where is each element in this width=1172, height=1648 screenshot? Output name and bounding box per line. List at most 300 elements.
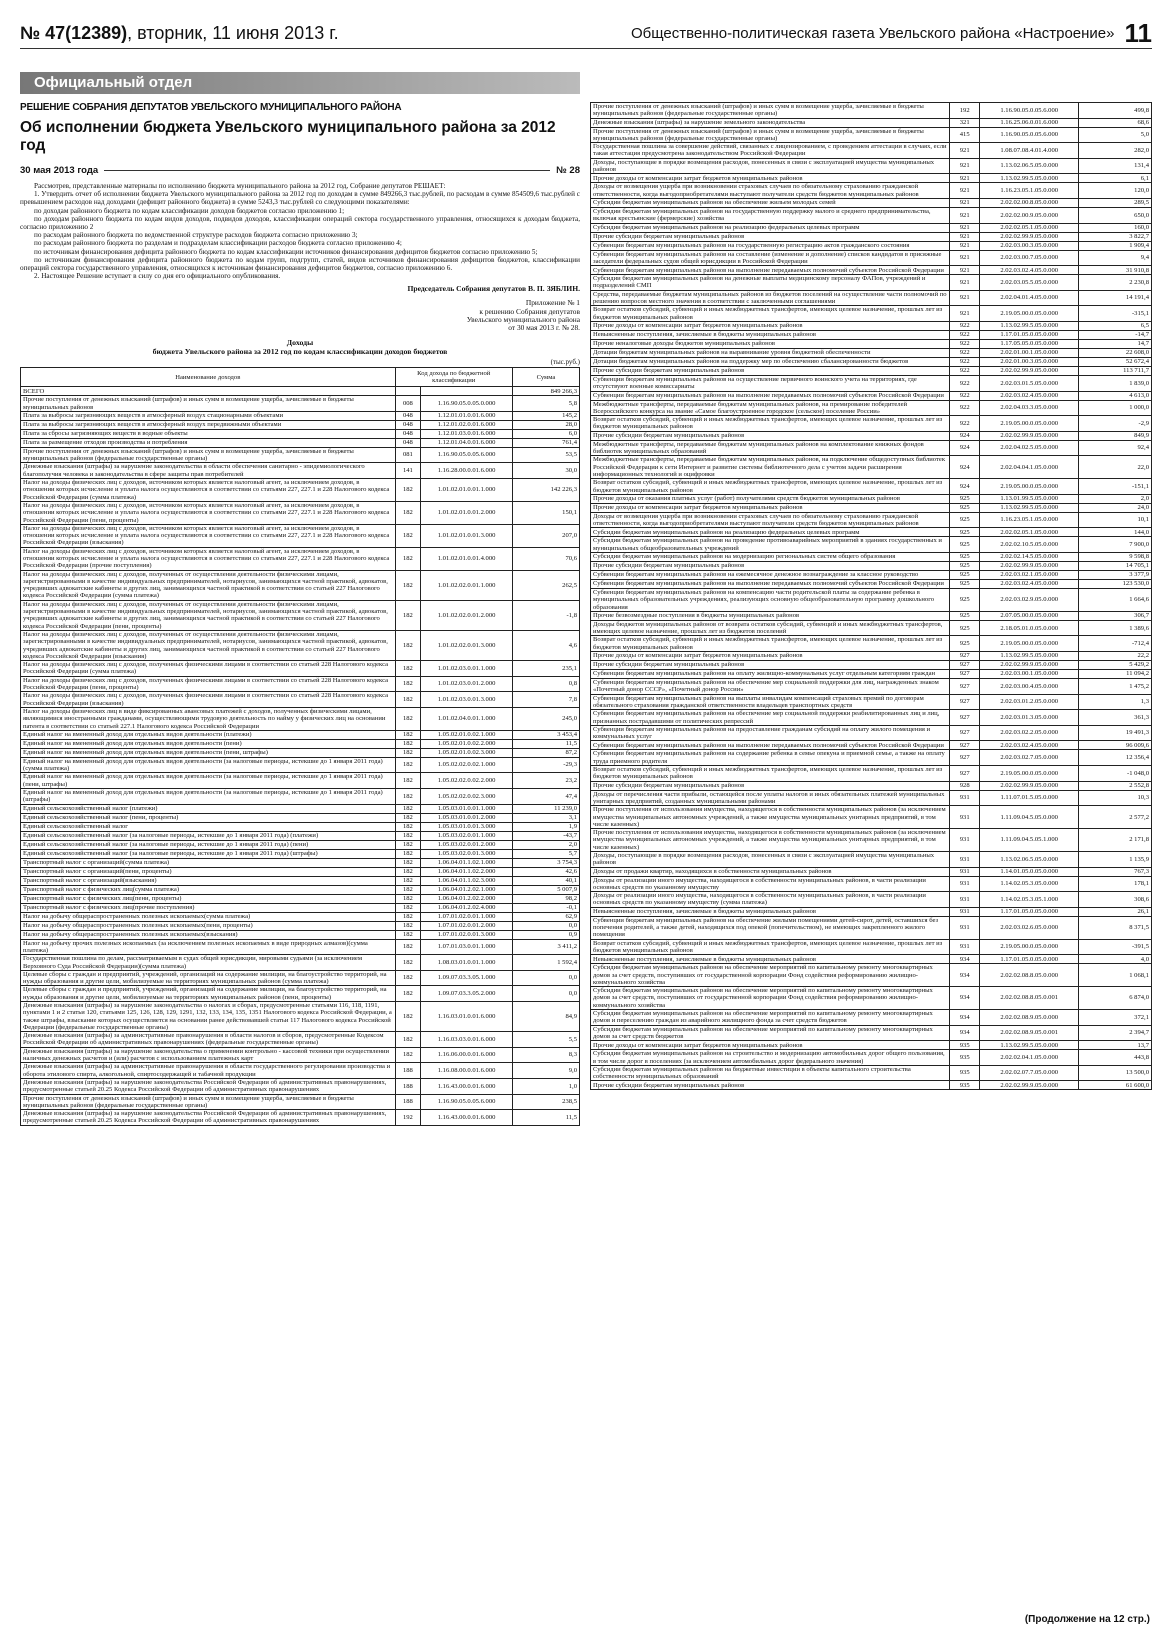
income-name: Прочие поступления от денежных взысканий (штрафов) и иных сумм в возмещение ущерба, зачисляемые в бюджеты муниципальных районов (федеральные государственные органы) [591,103,950,119]
table-row [21,757,580,773]
admin-code: 931 [950,916,980,939]
class-code: 1.16.90.05.0.05.6.000 [980,127,1079,143]
amount: 8,3 [512,1047,579,1063]
income-name: Денежные взыскания (штрафы) за административные правонарушения в области налогов и сборов, предусмотренные Кодексом Российской Федерации об административных правонарушениях (федеральные государственные органы) [21,1032,396,1048]
table-row [591,694,1152,710]
amount: 11,5 [512,739,579,748]
admin-code: 008 [395,396,421,412]
admin-code: 921 [950,266,980,275]
admin-code: 922 [950,375,980,391]
paragraph: Рассмотрев, представленные материалы по исполнению бюджета муниципального района за 2012 год, Собрание депутатов РЕШАЕТ: [34,182,446,190]
admin-code: 931 [950,867,980,876]
income-name: Субсидии бюджетам муниципальных районов на строительство и модернизацию автомобильных дорог общего пользования, в том числе дорог в поселениях (за исключением автомобильных дорог федерального значения) [591,1050,950,1066]
table-row [591,710,1152,726]
income-name: Субсидии бюджетам муниципальных районов на обеспечение мероприятий по капитальному ремонту многоквартирных домов за счет средств, поступивших от государственной корпорации Фонд содействия реформированию жилищно-коммунального хозяйства [591,964,950,987]
amount: 10,3 [1079,790,1152,806]
amount: 0,0 [512,970,579,986]
appendix-line: Увельского муниципального района [466,314,580,324]
admin-code: 182 [395,1001,421,1031]
admin-code: 931 [950,790,980,806]
admin-code: 921 [950,232,980,241]
admin-code: 922 [950,321,980,330]
table-row [591,552,1152,561]
class-code: 2.02.02.99.9.05.0.000 [980,661,1079,670]
amount: 3,1 [512,813,579,822]
table-row [591,561,1152,570]
income-name: Налог на доходы физических лиц с доходов, источником которых является налоговый агент, за исключением доходов, в отношении которых исчисление и уплата налога осуществляются в соответствии со статьями 227, 227.1 и 228 Налогового кодекса Российской Федерации (пени, проценты) [21,501,396,524]
admin-code: 182 [395,876,421,885]
class-code: 1.16.25.06.0.01.6.000 [980,118,1079,127]
class-code: 2.02.03.02.6.05.0.000 [980,916,1079,939]
income-name: Денежные взыскания (штрафы) за нарушение законодательства Российской Федерации об административных правонарушениях, предусмотренные статьей 20.25 Кодекса Российской Федерации об административных правонарушениях [21,1110,396,1126]
income-name: Прочие безвозмездные поступления в бюджеты муниципальных районов [591,611,950,620]
table-row [21,570,580,600]
table-row [591,806,1152,829]
income-name: Возврат остатков субсидий, субвенций и иных межбюджетных трансфертов, имеющих целевое назначение, прошлых лет из бюджетов муниципальных районов [591,306,950,322]
admin-code: 928 [950,781,980,790]
class-code: 1.09.07.03.3.05.1.000 [421,970,513,986]
table-row [21,813,580,822]
table-row [591,939,1152,955]
admin-code: 182 [395,692,421,708]
income-name: Доходы от реализации иного имущества, находящегося в собственности муниципальных районов, в части реализации основных средств по указанному имуществу [591,876,950,892]
income-name: Денежные взыскания (штрафы) за нарушение земельного законодательства [591,118,950,127]
table-row [21,676,580,692]
class-code: 1.14.02.05.3.05.1.000 [980,892,1079,908]
class-code: 1.01.02.02.0.01.3.000 [421,630,513,660]
article-body [20,182,580,280]
income-name: Прочие доходы от компенсации затрат бюджетов муниципальных районов [591,174,950,183]
table-row [591,725,1152,741]
class-code: 1.05.03.01.0.01.3.000 [421,822,513,831]
income-name: Дотации бюджетам муниципальных районов на выравнивание уровня бюджетной обеспеченности [591,348,950,357]
amount: 1 664,6 [1079,588,1152,611]
admin-code: 931 [950,829,980,852]
income-name: Прочие субсидии бюджетам муниципальных районов [591,1081,950,1090]
amount: 113 711,7 [1079,366,1152,375]
table-row [591,416,1152,432]
class-code: 1.05.02.01.0.02.2.000 [421,739,513,748]
income-name: Денежные взыскания (штрафы) за нарушение законодательства о налогах и сборах, предусмотренные статьями 116, 118, 1191, пунктами 1 и 2 статьи 120, статьями 125, 126, 128, 129, 1291, 132, 133, 134, 135, 1351 Налогового кодекса Российской Федерации, а также штрафы, взыскание которых осуществляется на основании ранее действовавшей статьи 117 Налогового кодекса Российской Федерации (федеральные государственные органы) [21,1001,396,1031]
admin-code: 182 [395,885,421,894]
total-value: 849 266,3 [512,387,579,396]
amount: 144,0 [1079,528,1152,537]
page-header [20,18,1152,49]
income-name: Плата за выбросы загрязняющих веществ в атмосферный воздух передвижными объектами [21,420,396,429]
admin-code: 931 [950,876,980,892]
amount: 2 577,2 [1079,806,1152,829]
col-code: Код дохода по бюджетной классификации [395,368,512,387]
admin-code: 935 [950,1050,980,1066]
table-row [591,512,1152,528]
admin-code: 927 [950,679,980,695]
table-title-line: Доходы [286,338,314,348]
table-row [591,158,1152,174]
amount: 5,7 [512,849,579,858]
table-row [591,503,1152,512]
table-row [21,1110,580,1126]
income-name: Транспортный налог с организаций(взыскания) [21,876,396,885]
table-row [591,127,1152,143]
table-row [591,790,1152,806]
admin-code: 921 [950,183,980,199]
table-row [21,894,580,903]
amount: 24,0 [1079,503,1152,512]
table-row [21,804,580,813]
income-name: Прочие доходы от компенсации затрат бюджетов муниципальных районов [591,503,950,512]
appendix-line: к решению Собрания депутатов [479,306,580,316]
table-row [21,692,580,708]
income-name: Налог на доходы физических лиц с доходов, полученных физическими лицами в соответствии со статьей 228 Налогового кодекса Российской Федерации (взыскания) [21,692,396,708]
income-name: Невыясненные поступления, зачисляемые в бюджеты муниципальных районов [591,907,950,916]
class-code: 1.07.01.02.0.01.1.000 [421,912,513,921]
amount: 1,0 [512,1078,579,1094]
table-row [21,986,580,1002]
income-name: Субсидии бюджетам муниципальных районов на бюджетные инвестиции в объекты капитального строительства собственности муниципальных образований [591,1065,950,1081]
admin-code: 188 [395,1078,421,1094]
admin-code: 182 [395,831,421,840]
amount: 84,9 [512,1001,579,1031]
income-name: Единый налог на вмененный доход для отдельных видов деятельности (за налоговые периоды, истекшие до 1 января 2011 года) (пени, штрафы) [21,773,396,789]
table-row [21,1094,580,1110]
amount: -1 048,0 [1079,766,1152,782]
amount: 160,0 [1079,223,1152,232]
paragraph: по расходам районного бюджета по ведомственной структуре расходов бюджета согласно приложению 3; [34,231,358,240]
class-code: 2.19.05.00.0.05.0.000 [980,636,1079,652]
admin-code: 921 [950,241,980,250]
class-code: 2.19.05.00.0.05.0.000 [980,479,1079,495]
amount: 9 598,8 [1079,552,1152,561]
class-code: 1.05.02.02.0.02.1.000 [421,757,513,773]
class-code: 2.02.03.02.9.05.0.000 [980,588,1079,611]
amount: 1 909,4 [1079,241,1152,250]
table-row [591,766,1152,782]
amount: 4 613,0 [1079,391,1152,400]
admin-code: 925 [950,512,980,528]
income-name: Денежные взыскания (штрафы) за нарушение законодательства в области обеспечения санитарно - эпидемиологического благополучия человека и законодательства в сфере защиты прав потребителей [21,463,396,479]
admin-code: 934 [950,955,980,964]
admin-code: 182 [395,707,421,730]
income-name: Доходы от возмещения ущерба при возникновении страховых случаев по обязательному страхованию гражданской ответственности, когда выгодоприобретателями выступают получатели средств бюджетов муниципальных районов [591,512,950,528]
admin-code: 925 [950,528,980,537]
admin-code: 927 [950,670,980,679]
admin-code: 182 [395,849,421,858]
class-code: 2.02.02.10.5.05.0.000 [980,537,1079,553]
admin-code: 927 [950,750,980,766]
class-code: 2.02.03.00.7.05.0.000 [980,250,1079,266]
amount: 1,3 [1079,694,1152,710]
admin-code: 182 [395,840,421,849]
admin-code: 182 [395,970,421,986]
admin-code: 924 [950,456,980,479]
admin-code: 182 [395,739,421,748]
table-row [21,831,580,840]
admin-code: 188 [395,1094,421,1110]
income-name: Прочие доходы от компенсации затрат бюджетов муниципальных районов [591,652,950,661]
amount: 70,6 [512,547,579,570]
table-row [591,266,1152,275]
income-name: Субвенции бюджетам муниципальных районов на выполнение передаваемых полномочий субъектов Российской Федерации [591,266,950,275]
table-row [591,1041,1152,1050]
admin-code: 182 [395,479,421,502]
table-row [591,829,1152,852]
amount: 1,9 [512,822,579,831]
table-row [591,741,1152,750]
table-row [21,600,580,630]
class-code: 1.16.43.00.0.01.6.000 [421,1078,513,1094]
class-code: 2.02.02.99.9.05.0.000 [980,431,1079,440]
amount: 145,2 [512,411,579,420]
table-row [591,456,1152,479]
admin-code: 925 [950,503,980,512]
dateline: 30 мая 2013 года № 28 [20,165,580,176]
page-number: 11 [1124,17,1152,48]
class-code: 1.16.23.05.1.05.0.000 [980,183,1079,199]
amount: 5,0 [1079,127,1152,143]
class-code: 1.16.28.00.0.01.6.000 [421,463,513,479]
class-code: 1.01.02.03.0.01.3.000 [421,692,513,708]
table-row [21,524,580,547]
amount: 14,7 [1079,339,1152,348]
admin-code: 182 [395,930,421,939]
paragraph: по источникам финансирования дефицита районного бюджета по кодам групп, подгрупп, статей, видов источников финансирования дефицитов бюджетов, классификации операций сектора государственного управления, относящихся к источникам финансирования дефицитов бюджетов, согласно приложению 6. [20,255,580,273]
amount: -712,4 [1079,636,1152,652]
class-code: 1.12.01.01.0.01.6.000 [421,411,513,420]
admin-code: 921 [950,207,980,223]
income-name: Налог на доходы физических лиц с доходов, источником которых является налоговый агент, за исключением доходов, в отношении которых исчисление и уплата налога осуществляются в соответствии со статьями 227, 227.1 и 228 Налогового кодекса Российской Федерации (прочие поступления) [21,547,396,570]
paper-name: Общественно-политическая газета Увельского района «Настроение» [630,24,1115,42]
amount: 9,0 [512,1063,579,1079]
class-code: 2.02.03.02.7.05.0.000 [980,750,1079,766]
amount: 22,0 [1079,456,1152,479]
table-row [591,366,1152,375]
income-name: Целевые сборы с граждан и предприятий, учреждений, организаций на содержание милиции, на благоустройство территорий, на нужды образования и другие цели, мобилизуемые на территориях муниципальных районов (пени, проценты) [21,986,396,1002]
class-code: 1.01.02.03.0.01.2.000 [421,676,513,692]
admin-code: 182 [395,1047,421,1063]
income-name: Налог на добычу общераспространенных полезных ископаемых(пени, проценты) [21,921,396,930]
class-code: 1.11.09.04.5.05.1.000 [980,829,1079,852]
table-row [591,852,1152,868]
class-code: 2.02.03.01.5.05.0.000 [980,375,1079,391]
right-column [590,102,1152,1090]
income-name: Прочие поступления от использования имущества, находящегося в собственности муниципальных районов (за исключением имущества муниципальных автономных учреждений, а также имущества муниципальных унитарных предприятий, в том числе казенных) [591,829,950,852]
admin-code: 182 [395,955,421,971]
class-code: 2.02.03.02.4.05.0.000 [980,391,1079,400]
class-code: 2.02.02.05.1.05.0.000 [980,528,1079,537]
admin-code: 182 [395,547,421,570]
income-name: Доходы бюджетов муниципальных районов от возврата остатков субсидий, субвенций и иных межбюджетных трансфертов, имеющих целевое назначение, прошлых лет из бюджетов поселений [591,620,950,636]
table-row [591,907,1152,916]
amount: 9,4 [1079,250,1152,266]
amount: 26,1 [1079,907,1152,916]
income-name: Субсидии бюджетам муниципальных районов на обеспечение жильем молодых семей [591,198,950,207]
admin-code: 182 [395,600,421,630]
income-name: Единый налог на вмененный доход для отдельных видов деятельности (пени) [21,739,396,748]
income-name: Государственная пошлина за совершение действий, связанных с лицензированием, с проведением аттестации в случаях, если такая аттестация предусмотрена законодательством Российской Федерации [591,143,950,159]
class-code: 1.14.01.05.0.05.0.000 [980,867,1079,876]
class-code: 2.02.02.08.9.05.0.000 [980,1010,1079,1026]
table-row [591,670,1152,679]
class-code: 2.02.02.99.9.05.0.000 [980,232,1079,241]
table-row [21,789,580,805]
admin-code: 925 [950,570,980,579]
table-row [591,588,1152,611]
income-name: Государственная пошлина по делам, рассматриваемым в судах общей юрисдикции, мировыми судьями (за исключением Верховного Суда Российской Федерации)(сумма платежа) [21,955,396,971]
class-code: 1.16.03.03.0.01.6.000 [421,1032,513,1048]
class-code: 2.02.03.00.1.05.0.000 [980,670,1079,679]
income-name: Субсидии бюджетам муниципальных районов на обеспечение мероприятий по капитальному ремонту многоквартирных домов за счет средств, поступивших от государственной корпорации Фонд содействия реформированию жилищно-коммунального хозяйства [591,987,950,1010]
amount: 47,4 [512,789,579,805]
admin-code: 924 [950,479,980,495]
class-code: 1.06.04.01.2.02.4.000 [421,903,513,912]
amount: 308,6 [1079,892,1152,908]
table-row [591,916,1152,939]
table-row [21,707,580,730]
table-row [591,440,1152,456]
income-name: Субвенции бюджетам муниципальных районов на обеспечение жилыми помещениями детей-сирот, детей, оставшихся без попечения родителей, а также детей, находящихся под опекой (попечительством), не имеющих закрепленного жилого помещения [591,916,950,939]
class-code: 1.05.03.01.0.01.1.000 [421,804,513,813]
amount: -14,7 [1079,330,1152,339]
table-row [21,1078,580,1094]
amount: 11 239,0 [512,804,579,813]
amount: 7,8 [512,692,579,708]
admin-code: 182 [395,730,421,739]
col-name: Наименование доходов [21,368,396,387]
admin-code: 927 [950,766,980,782]
income-name: Субвенции бюджетам муниципальных районов на содержание ребенка в семье опекуна и приемной семье, а также на оплату труда приемного родителя [591,750,950,766]
table-title-line: бюджета Увельского района за 2012 год по кодам классификации доходов бюджетов [152,347,448,357]
admin-code: 925 [950,611,980,620]
table-row [591,357,1152,366]
income-name: Прочие доходы от компенсации затрат бюджетов муниципальных районов [591,321,950,330]
table-row [591,1010,1152,1026]
admin-code: 927 [950,710,980,726]
admin-code: 922 [950,330,980,339]
table-row [591,661,1152,670]
amount: -315,1 [1079,306,1152,322]
paragraph: по доходам районного бюджета по кодам классификации доходов бюджетов согласно приложению 1; [34,206,345,215]
table-row [591,620,1152,636]
table-row [591,679,1152,695]
amount: 3 822,7 [1079,232,1152,241]
admin-code: 182 [395,524,421,547]
class-code: 1.01.02.01.0.01.4.000 [421,547,513,570]
admin-code: 921 [950,143,980,159]
amount: 849,9 [1079,431,1152,440]
amount: 2 230,8 [1079,275,1152,291]
income-table-right [590,102,1152,1090]
class-code: 1.12.01.02.0.01.6.000 [421,420,513,429]
income-name: Субвенции бюджетам муниципальных районов на государственную регистрацию актов гражданского состояния [591,241,950,250]
income-name: Прочие субсидии бюджетам муниципальных районов [591,661,950,670]
amount: 0,8 [512,676,579,692]
class-code: 2.19.05.00.0.05.0.000 [980,416,1079,432]
class-code: 1.05.03.02.0.01.2.000 [421,840,513,849]
class-code: 1.06.04.01.2.02.1.000 [421,885,513,894]
admin-code: 141 [395,463,421,479]
income-name: Налог на доходы физических лиц с доходов, полученных физическими лицами в соответствии со статьей 228 Налогового кодекса Российской Федерации (сумма платежа) [21,661,396,677]
left-column [20,102,580,1126]
amount: -151,1 [1079,479,1152,495]
class-code: 2.02.03.00.4.05.0.000 [980,679,1079,695]
admin-code: 182 [395,630,421,660]
table-row [591,103,1152,119]
admin-code: 925 [950,494,980,503]
income-name: Доходы, поступающие в порядке возмещения расходов, понесенных в связи с эксплуатацией имущества муниципальных районов [591,158,950,174]
income-name: Возврат остатков субсидий, субвенций и иных межбюджетных трансфертов, имеющих целевое назначение, прошлых лет из бюджетов муниципальных районов [591,766,950,782]
class-code: 2.02.02.07.7.05.0.000 [980,1065,1079,1081]
class-code: 1.13.02.99.5.05.0.000 [980,1041,1079,1050]
class-code: 1.05.03.01.0.01.2.000 [421,813,513,822]
class-code: 2.02.02.99.9.05.0.000 [980,561,1079,570]
income-name: Налог на доходы физических лиц с доходов, полученных от осуществления деятельности физическими лицами, зарегистрированными в качестве индивидуальных предпринимателей, нотариусов, занимающихся частной практикой, адвокатов, учредивших адвокатские кабинеты и других лиц, занимающихся частной практикой в соответствии со статьей 227 Налогового кодекса Российской Федерации (пени, проценты) [21,600,396,630]
paragraph: по источникам финансирования дефицита районного бюджета по кодам классификации источников финансирования дефицитов бюджетов согласно приложению 5; [34,247,538,256]
table-row [21,903,580,912]
income-name: Единый налог на вмененный доход для отдельных видов деятельности (за налоговые периоды, истекшие до 1 января 2011 года) (сумма платежа) [21,757,396,773]
income-name: Субвенции бюджетам муниципальных районов на обеспечение мер социальной поддержки для лиц, награжденных знаком «Почетный донор СССР», «Почетный донор России» [591,679,950,695]
class-code: 1.17.01.05.0.05.0.000 [980,907,1079,916]
income-name: Субвенции бюджетам муниципальных районов на выполнение передаваемых полномочий субъектов Российской Федерации [591,579,950,588]
income-name: Налог на добычу прочих полезных ископаемых (за исключением полезных ископаемых в виде природных алмазов)(сумма платежа) [21,939,396,955]
amount: 150,1 [512,501,579,524]
income-name: Невыясненные поступления, зачисляемые в бюджеты муниципальных районов [591,955,950,964]
amount: 282,0 [1079,143,1152,159]
income-name: Налог на доходы физических лиц с доходов, источником которых является налоговый агент, за исключением доходов, в отношении которых исчисление и уплата налога осуществляются в соответствии со статьями 227, 227.1 и 228 Налогового кодекса Российской Федерации (сумма платежа) [21,479,396,502]
table-row [21,840,580,849]
class-code: 1.01.02.01.0.01.3.000 [421,524,513,547]
amount: 8 371,5 [1079,916,1152,939]
income-name: Прочие поступления от использования имущества, находящегося в собственности муниципальных районов (за исключением имущества муниципальных автономных учреждений, а также имущества муниципальных унитарных предприятий, в том числе казенных) [591,806,950,829]
admin-code: 922 [950,339,980,348]
class-code: 2.19.05.00.0.05.0.000 [980,306,1079,322]
income-name: Субвенции бюджетам муниципальных районов на осуществление первичного воинского учета на территориях, где отсутствуют военные комиссариаты [591,375,950,391]
income-name: Прочие неналоговые доходы бюджетов муниципальных районов [591,339,950,348]
admin-code: 924 [950,431,980,440]
table-row [21,1063,580,1079]
admin-code: 048 [395,411,421,420]
income-name: Доходы от перечисления части прибыли, остающейся после уплаты налогов и иных обязательных платежей муниципальных унитарных предприятий, созданных муниципальными районами [591,790,950,806]
amount: 98,2 [512,894,579,903]
amount: 499,8 [1079,103,1152,119]
income-name: Налог на доходы физических лиц в виде фиксированных авансовых платежей с доходов, полученных физическими лицами, являющимися иностранными гражданами, осуществляющими трудовую деятельность по найму у физических лиц на основании патента в соответствии со статьей 227.1 Налогового кодекса Российской Федерации [21,707,396,730]
table-row [591,1025,1152,1041]
amount: -391,5 [1079,939,1152,955]
admin-code: 182 [395,939,421,955]
admin-code: 927 [950,652,980,661]
table-row [591,339,1152,348]
class-code: 1.14.02.05.3.05.0.000 [980,876,1079,892]
class-code: 1.01.02.02.0.01.1.000 [421,570,513,600]
admin-code: 927 [950,725,980,741]
class-code: 2.02.03.02.4.05.0.000 [980,579,1079,588]
table-row [591,1081,1152,1090]
income-name: Прочие доходы от компенсации затрат бюджетов муниципальных районов [591,1041,950,1050]
amount: 0,0 [512,921,579,930]
table-row [591,781,1152,790]
class-code: 2.19.05.00.0.05.0.000 [980,939,1079,955]
admin-code: 188 [395,1063,421,1079]
income-name: Субвенции бюджетам муниципальных районов на выполнение передаваемых полномочий субъектов Российской Федерации [591,391,950,400]
class-code: 2.02.02.99.9.05.0.000 [980,366,1079,375]
admin-code: 182 [395,804,421,813]
class-code: 1.16.90.05.0.05.6.000 [421,1094,513,1110]
income-name: Прочие доходы от оказания платных услуг (работ) получателями средств бюджетов муниципальных районов [591,494,950,503]
amount: 4,6 [512,630,579,660]
amount: 761,4 [512,438,579,447]
income-name: Налог на доходы физических лиц с доходов, полученных от осуществления деятельности физическими лицами, зарегистрированными в качестве индивидуальных предпринимателей, нотариусов, занимающихся частной практикой, адвокатов, учредивших адвокатские кабинеты и других лиц, занимающихся частной практикой в соответствии со статьей 227 Налогового кодекса Российской Федерации (сумма платежа) [21,570,396,600]
admin-code: 931 [950,939,980,955]
admin-code: 927 [950,741,980,750]
